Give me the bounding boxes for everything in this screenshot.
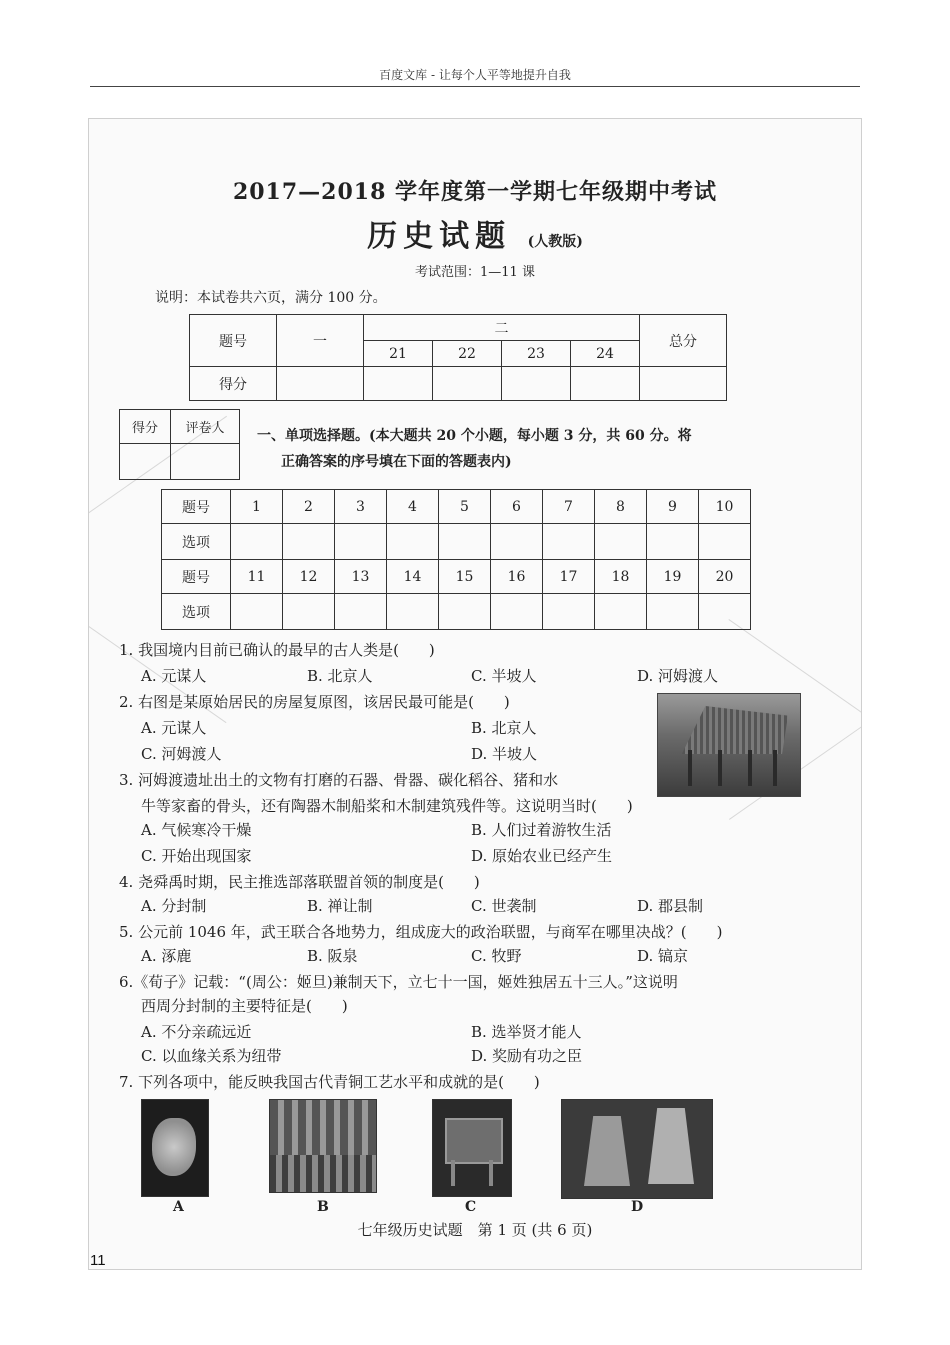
terracotta-rows [270,1155,376,1192]
grader-table [119,409,240,480]
option: D. 奖励有功之臣 [471,1047,583,1065]
answer-num: 11 [231,560,283,594]
section1-title [257,423,797,475]
answer-opt-label: 选项 [162,524,231,560]
answer-cell[interactable] [595,594,647,630]
image-label-b: B [317,1199,329,1215]
answer-cell[interactable] [283,524,335,560]
scanned-exam-page [88,118,862,1270]
answer-cell[interactable] [543,594,595,630]
question-3-line1: 3. 河姆渡遗址出土的文物有打磨的石器、骨器、碳化稻谷、猪和水 [119,771,559,789]
house-post [688,750,692,786]
answer-cell[interactable] [387,594,439,630]
answer-num: 9 [647,490,699,524]
exam-range: 考试范围：1—11 课 [415,265,535,280]
option: C. 河姆渡人 [141,745,222,763]
answer-num: 2 [283,490,335,524]
answer-num: 3 [335,490,387,524]
answer-cell[interactable] [595,524,647,560]
answer-num: 15 [439,560,491,594]
option: A. 分封制 [141,897,207,915]
image-label-c: C [465,1199,477,1215]
question-4: 4. 尧舜禹时期，民主推选部落联盟首领的制度是( ) [119,873,480,891]
option: A. 元谋人 [141,667,207,685]
score-row2-label: 得分 [190,367,277,401]
score-sub: 23 [502,341,571,367]
answer-num: 13 [335,560,387,594]
score-cell [502,367,571,401]
score-cell [364,367,433,401]
answer-cell[interactable] [231,524,283,560]
answer-num: 19 [647,560,699,594]
score-table [189,314,727,401]
option: C. 以血缘关系为纽带 [141,1047,282,1065]
option: C. 牧野 [471,947,522,965]
answer-table [161,489,751,630]
answer-num: 6 [491,490,543,524]
artifact-image-a [141,1099,209,1197]
score-sub: 24 [571,341,640,367]
image-label-a: A [173,1199,184,1215]
subject-name: 历史试题 [367,219,512,254]
artifact-image-b [269,1099,377,1193]
question-6-line1: 6.《荀子》记载：“(周公：姬旦)兼制天下，立七十一国，姬姓独居五十三人。”这说明 [119,973,678,991]
answer-cell[interactable] [335,594,387,630]
score-total: 总分 [640,315,727,367]
question-1: 1. 我国境内目前已确认的最早的古人类是( ) [119,641,435,659]
answer-cell[interactable] [491,594,543,630]
option: D. 半坡人 [471,745,538,763]
answer-cell[interactable] [647,594,699,630]
answer-cell[interactable] [439,524,491,560]
score-part2: 二 [364,315,640,341]
option: B. 人们过着游牧生活 [471,821,612,839]
option: C. 开始出现国家 [141,847,252,865]
artifact-image-c [432,1099,512,1197]
option: A. 气候寒冷干燥 [141,821,252,839]
option: D. 镐京 [637,947,689,965]
page-footer: 七年级历史试题 第 1 页 (共 6 页) [357,1221,593,1239]
question-6-line2: 西周分封制的主要特征是( ) [141,997,348,1015]
edition-label: (人教版) [527,234,583,250]
score-cell [571,367,640,401]
score-cell [277,367,364,401]
answer-cell[interactable] [647,524,699,560]
answer-num: 7 [543,490,595,524]
answer-cell[interactable] [699,594,751,630]
option: A. 涿鹿 [141,947,192,965]
score-cell [640,367,727,401]
option: D. 原始农业已经产生 [471,847,613,865]
score-part1: 一 [277,315,364,367]
answer-num: 20 [699,560,751,594]
artifact-image-d [561,1099,713,1199]
answer-cell[interactable] [491,524,543,560]
option: B. 北京人 [471,719,537,737]
exam-note: 说明：本试卷共六页，满分 100 分。 [155,290,387,306]
option: B. 阪泉 [307,947,358,965]
jade-artifact-shape [152,1118,196,1176]
answer-num: 17 [543,560,595,594]
grader-reviewer-label: 评卷人 [171,410,240,444]
bronze-tool-left [584,1116,630,1186]
score-cell [433,367,502,401]
answer-cell[interactable] [335,524,387,560]
answer-num: 4 [387,490,439,524]
exam-subject [89,211,861,255]
house-post [773,750,777,786]
image-label-d: D [631,1199,644,1215]
answer-opt-label: 选项 [162,594,231,630]
stilt-house-photo [657,693,801,797]
option: B. 北京人 [307,667,373,685]
option: B. 禅让制 [307,897,373,915]
house-roof-shape [670,706,788,754]
house-post [718,750,722,786]
site-header: 百度文库 - 让每个人平等地提升自我 [379,68,571,82]
vessel-leg [489,1160,493,1186]
option: C. 半坡人 [471,667,537,685]
section1-line2: 正确答案的序号填在下面的答题表内) [281,454,512,470]
answer-cell[interactable] [231,594,283,630]
question-5: 5. 公元前 1046 年，武王联合各地势力，组成庞大的政治联盟，与商军在哪里决战？( ) [119,923,723,941]
grader-cell [171,444,240,480]
option: A. 不分亲疏远近 [141,1023,252,1041]
page-number: 11 [90,1252,106,1269]
bronze-vessel-body [445,1118,503,1164]
section1-line1: 一、单项选择题。(本大题共 20 个小题，每小题 3 分，共 60 分。将 [257,428,692,444]
answer-num: 8 [595,490,647,524]
answer-num: 18 [595,560,647,594]
answer-num: 14 [387,560,439,594]
answer-num: 10 [699,490,751,524]
score-sub: 22 [433,341,502,367]
option: A. 元谋人 [141,719,207,737]
option: C. 世袭制 [471,897,537,915]
answer-q-label: 题号 [162,560,231,594]
question-2: 2. 右图是某原始居民的房屋复原图，该居民最可能是( ) [119,693,510,711]
bronze-tool-right [648,1108,694,1184]
score-sub: 21 [364,341,433,367]
answer-num: 5 [439,490,491,524]
vessel-leg [451,1160,455,1186]
answer-cell[interactable] [699,524,751,560]
answer-q-label: 题号 [162,490,231,524]
answer-cell[interactable] [543,524,595,560]
grader-cell [120,444,171,480]
grader-score-label: 得分 [120,410,171,444]
option: D. 河姆渡人 [637,667,719,685]
answer-num: 16 [491,560,543,594]
answer-num: 12 [283,560,335,594]
answer-cell[interactable] [283,594,335,630]
header-divider [90,86,860,87]
answer-cell[interactable] [439,594,491,630]
answer-cell[interactable] [387,524,439,560]
answer-num: 1 [231,490,283,524]
option: D. 郡县制 [637,897,704,915]
score-row-label: 题号 [190,315,277,367]
question-7: 7. 下列各项中，能反映我国古代青铜工艺水平和成就的是( ) [119,1073,540,1091]
exam-title: 2017—2018 学年度第一学期七年级期中考试 [232,179,718,205]
house-post [748,750,752,786]
option: B. 选举贤才能人 [471,1023,582,1041]
question-3-line2: 牛等家畜的骨头，还有陶器木制船桨和木制建筑残件等。这说明当时( ) [141,797,633,815]
